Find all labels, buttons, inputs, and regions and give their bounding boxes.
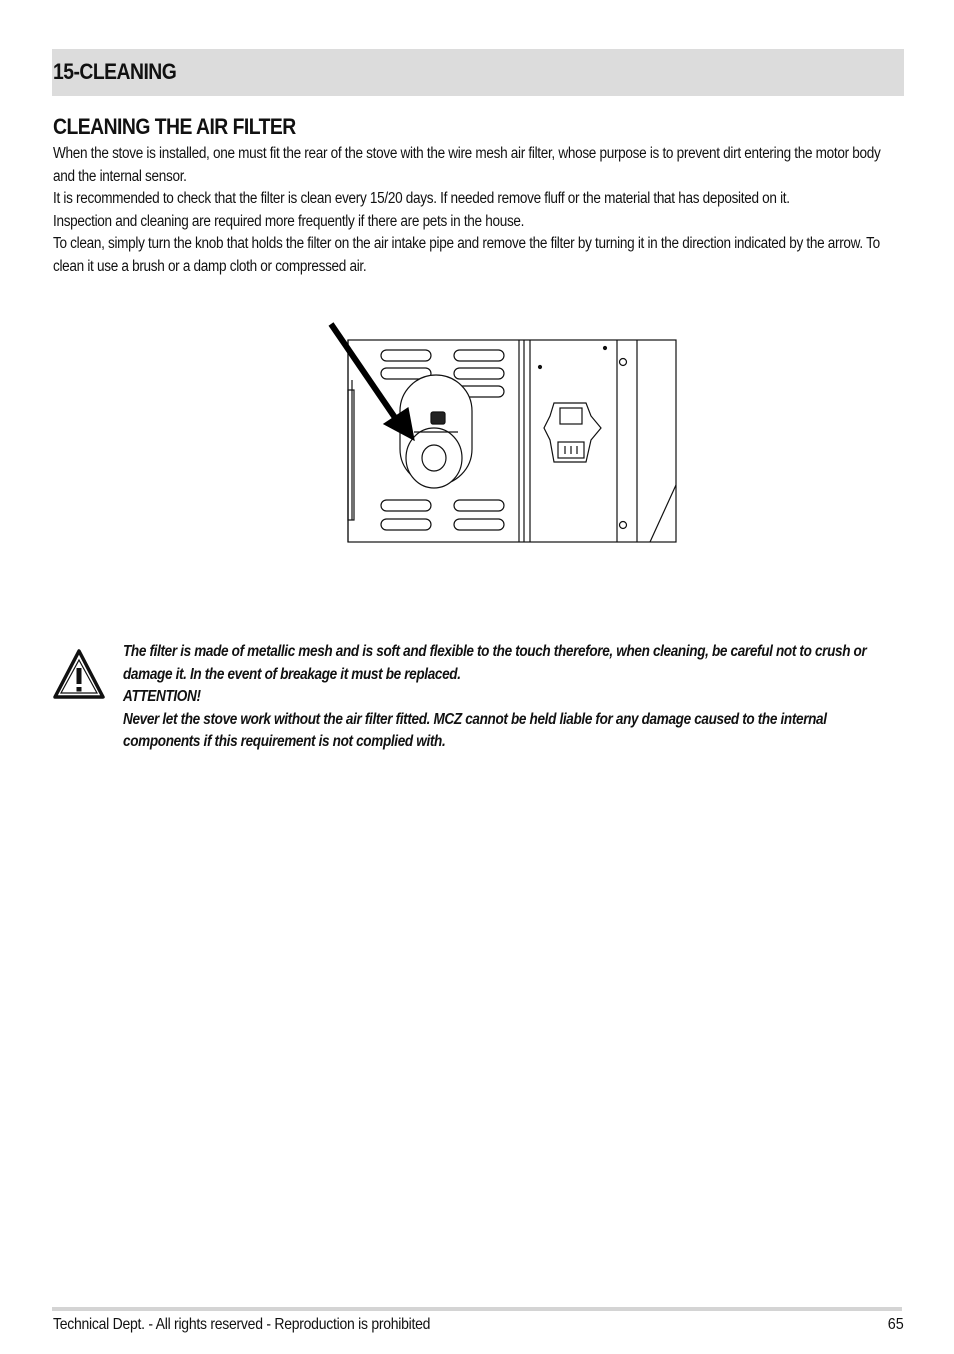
subsection-title: CLEANING THE AIR FILTER [53, 114, 296, 139]
warning-line: The filter is made of metallic mesh and is soft and flexible to the touch therefore, when cleaning, be careful not to crush or damage it. In the event of breakage it must be replaced. [123, 643, 867, 683]
warning-text [123, 641, 902, 754]
section-header-bar [52, 49, 904, 96]
body-paragraph: It is recommended to check that the filter is clean every 15/20 days. If needed remove fluff or the material that has deposited on it. [53, 190, 790, 208]
body-text [53, 143, 902, 279]
page-number: 65 [887, 1316, 904, 1333]
footer-divider [52, 1307, 902, 1311]
section-title: 15-CLEANING [53, 59, 177, 84]
air-filter-figure [328, 320, 678, 545]
warning-line: Never let the stove work without the air filter fitted. MCZ cannot be held liable for any damage caused to the internal components if this requirement is not complied with. [123, 710, 827, 751]
body-paragraph: Inspection and cleaning are required more frequently if there are pets in the house. [53, 212, 525, 230]
body-paragraph: To clean, simply turn the knob that holds the filter on the air intake pipe and remove the filter by turning it in the direction indicated by the arrow. To clean it use a brush or a damp cloth or compressed air. [53, 235, 880, 275]
stove-rear-air-filter-drawing [328, 320, 678, 545]
attention-label: ATTENTION! [123, 688, 201, 706]
warning-triangle-icon [52, 648, 106, 700]
body-paragraph: When the stove is installed, one must fit the rear of the stove with the wire mesh air filter, whose purpose is to prevent dirt entering the motor body and the internal sensor. [53, 145, 881, 185]
footer-notice: Technical Dept. - All rights reserved - Reproduction is prohibited [53, 1316, 431, 1333]
